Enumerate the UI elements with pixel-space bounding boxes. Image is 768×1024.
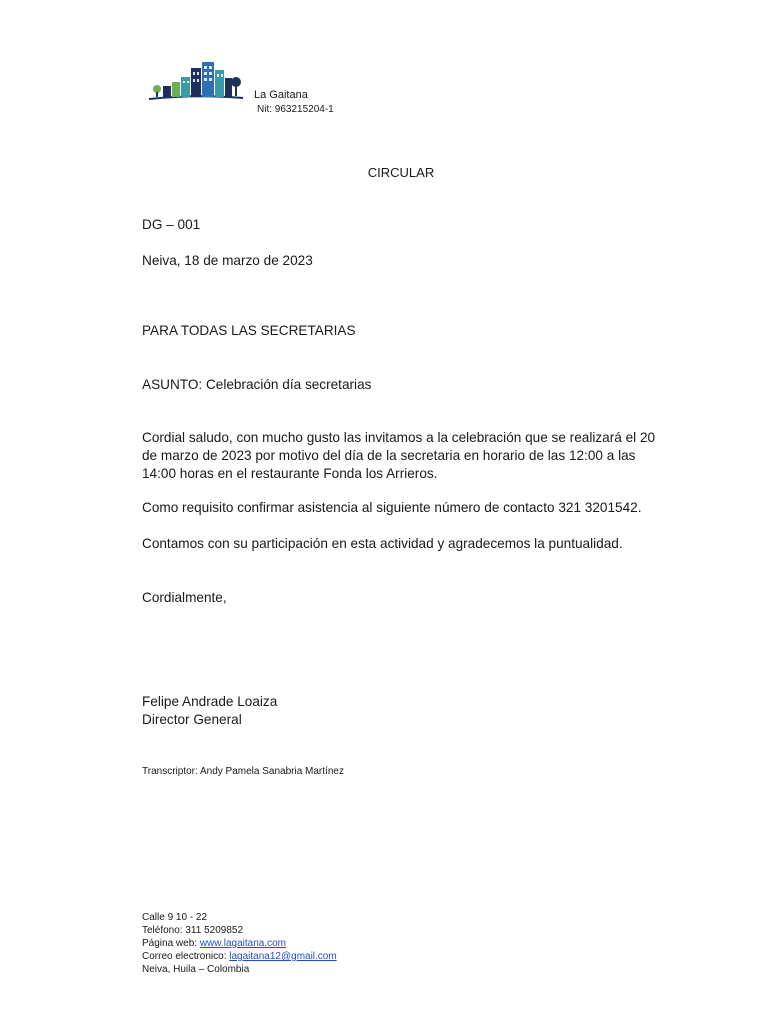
- recipient-line: PARA TODAS LAS SECRETARIAS: [142, 323, 356, 338]
- document-code: DG – 001: [142, 217, 201, 232]
- company-name: La Gaitana: [254, 89, 308, 101]
- city-buildings-logo-icon: [147, 58, 245, 104]
- website-link[interactable]: www.lagaitana.com: [199, 938, 286, 949]
- company-logo: [147, 58, 245, 104]
- paragraph-thanks: Contamos con su participación en esta actividad y agradecemos la puntualidad.: [142, 536, 623, 551]
- signer-name: Felipe Andrade Loaiza: [142, 694, 278, 709]
- document-title: CIRCULAR: [367, 165, 435, 180]
- footer-email: [142, 950, 337, 963]
- email-link[interactable]: lagaitana12@gmail.com: [229, 951, 337, 962]
- footer-address: Calle 9 10 - 22: [142, 912, 208, 923]
- footer-city: Neiva, Huila – Colombia: [142, 964, 250, 975]
- paragraph-invitation: Cordial saludo, con mucho gusto las invitamos a la celebración que se realizará el 20 de marzo de 2023 por motivo del día de la secretaria en horario de las 12:00 a las 14:00 horas en el restaurante Fonda los Arrieros.: [142, 430, 656, 481]
- company-nit: Nit: 963215204-1: [257, 104, 334, 115]
- footer-phone: Teléfono: 311 5209852: [142, 925, 244, 936]
- signer-title: Director General: [142, 712, 242, 727]
- closing: Cordialmente,: [142, 590, 227, 605]
- date-line: Neiva, 18 de marzo de 2023: [142, 253, 313, 268]
- paragraph-requirement: Como requisito confirmar asistencia al siguiente número de contacto 321 3201542.: [142, 500, 642, 515]
- footer-web-label: Página web:: [142, 938, 200, 949]
- footer-web: [142, 937, 286, 950]
- footer-email-label: Correo electronico:: [142, 951, 230, 962]
- transcriptor-line: Transcriptor: Andy Pamela Sanabria Martínez: [142, 766, 344, 777]
- subject-line: ASUNTO: Celebración día secretarias: [142, 377, 372, 392]
